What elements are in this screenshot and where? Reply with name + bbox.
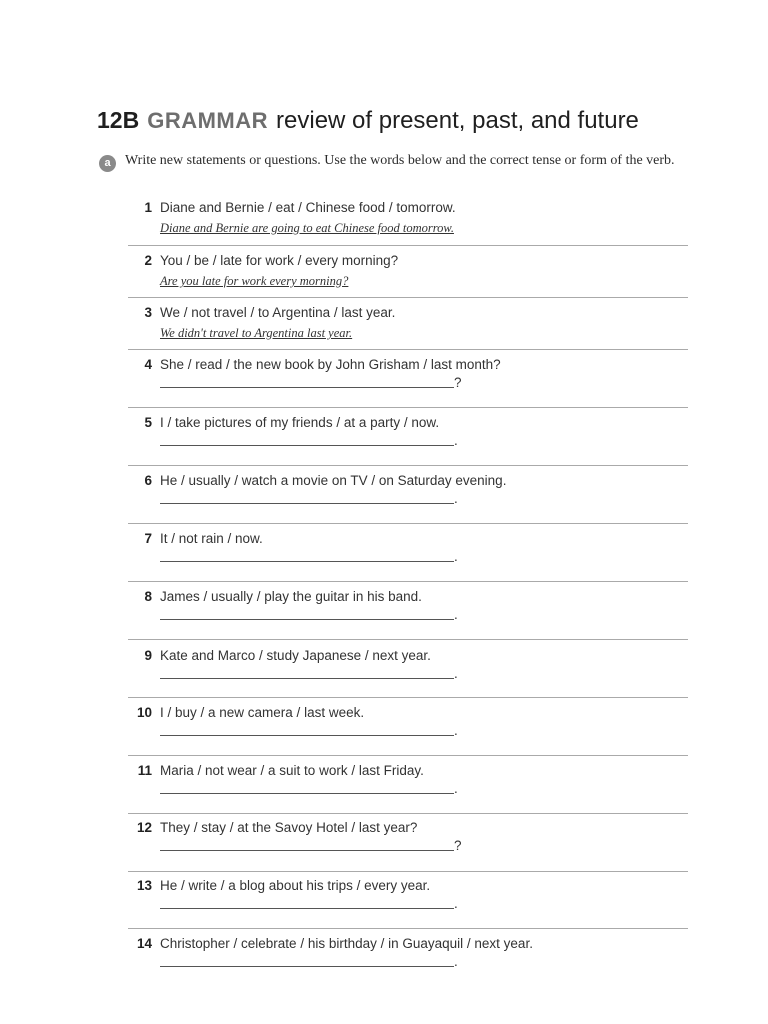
- item-divider: [128, 581, 688, 582]
- item-divider: [128, 349, 688, 350]
- item-divider: [128, 297, 688, 298]
- answer-blank[interactable]: [160, 445, 454, 446]
- section-category: GRAMMAR: [147, 108, 269, 133]
- item-prompt: You / be / late for work / every morning?: [160, 253, 399, 268]
- item-divider: [128, 523, 688, 524]
- answer-end-mark: .: [454, 896, 458, 911]
- answer-blank[interactable]: [160, 503, 454, 504]
- item-number: 2: [144, 253, 152, 268]
- answer-end-mark: .: [454, 607, 458, 622]
- item-number: 8: [144, 589, 152, 604]
- item-number: 4: [144, 357, 152, 372]
- item-number: 6: [144, 473, 152, 488]
- section-title: review of present, past, and future: [276, 107, 639, 134]
- item-number: 13: [136, 878, 152, 893]
- item-divider: [128, 465, 688, 466]
- answer-blank[interactable]: [160, 561, 454, 562]
- item-prompt: We / not travel / to Argentina / last year.: [160, 305, 396, 320]
- item-number: 10: [136, 705, 152, 720]
- item-divider: [128, 813, 688, 814]
- item-number: 7: [144, 531, 152, 546]
- answer-blank[interactable]: [160, 678, 454, 679]
- item-divider: [128, 755, 688, 756]
- answer-end-mark: .: [454, 549, 458, 564]
- item-prompt: They / stay / at the Savoy Hotel / last year?: [160, 820, 418, 835]
- item-prompt: James / usually / play the guitar in his band.: [160, 589, 422, 604]
- item-answer: We didn't travel to Argentina last year.: [160, 326, 353, 340]
- item-divider: [128, 928, 688, 929]
- section-code: 12B: [97, 107, 140, 133]
- page-heading: [97, 104, 639, 137]
- item-divider: [128, 245, 688, 246]
- answer-end-mark: .: [454, 433, 458, 448]
- item-prompt: Diane and Bernie / eat / Chinese food / tomorrow.: [160, 200, 456, 215]
- answer-blank[interactable]: [160, 735, 454, 736]
- answer-end-mark: .: [454, 781, 458, 796]
- item-number: 12: [136, 820, 152, 835]
- answer-blank[interactable]: [160, 850, 454, 851]
- answer-blank[interactable]: [160, 387, 454, 388]
- item-prompt: It / not rain / now.: [160, 531, 263, 546]
- answer-blank[interactable]: [160, 966, 454, 967]
- answer-blank[interactable]: [160, 908, 454, 909]
- answer-end-mark: .: [454, 954, 458, 969]
- exercise-instruction: Write new statements or questions. Use the words below and the correct tense or form of the verb.: [125, 153, 675, 168]
- item-number: 11: [137, 763, 152, 778]
- answer-end-mark: .: [454, 723, 458, 738]
- item-answer: Diane and Bernie are going to eat Chinese food tomorrow.: [160, 221, 454, 235]
- answer-end-mark: ?: [454, 838, 462, 853]
- item-number: 14: [136, 936, 152, 951]
- item-divider: [128, 639, 688, 640]
- answer-blank[interactable]: [160, 619, 454, 620]
- item-prompt: Christopher / celebrate / his birthday / in Guayaquil / next year.: [160, 936, 533, 951]
- item-divider: [128, 871, 688, 872]
- item-divider: [128, 697, 688, 698]
- exercise-badge: a: [99, 155, 116, 172]
- item-number: 9: [144, 648, 152, 663]
- item-number: 1: [144, 200, 152, 215]
- item-number: 5: [144, 415, 152, 430]
- answer-end-mark: .: [454, 491, 458, 506]
- item-prompt: I / buy / a new camera / last week.: [160, 705, 365, 720]
- item-prompt: He / write / a blog about his trips / every year.: [160, 878, 431, 893]
- answer-blank[interactable]: [160, 793, 454, 794]
- item-prompt: Maria / not wear / a suit to work / last Friday.: [160, 763, 424, 778]
- item-prompt: Kate and Marco / study Japanese / next year.: [160, 648, 431, 663]
- item-prompt: I / take pictures of my friends / at a party / now.: [160, 415, 440, 430]
- item-prompt: She / read / the new book by John Grisham / last month?: [160, 357, 501, 372]
- item-answer: Are you late for work every morning?: [160, 274, 349, 288]
- item-divider: [128, 407, 688, 408]
- answer-end-mark: ?: [454, 375, 462, 390]
- answer-end-mark: .: [454, 666, 458, 681]
- item-prompt: He / usually / watch a movie on TV / on Saturday evening.: [160, 473, 507, 488]
- item-number: 3: [144, 305, 152, 320]
